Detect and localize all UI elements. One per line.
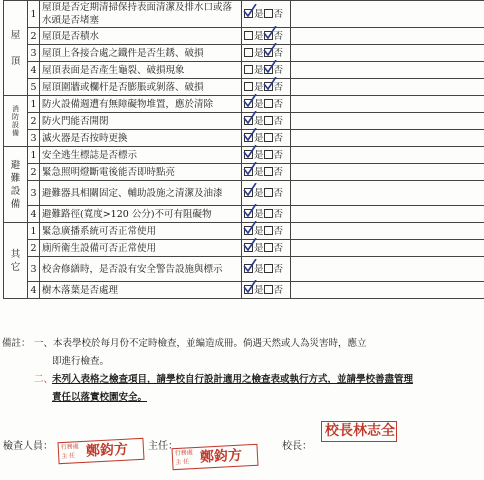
answer-cell	[242, 223, 291, 240]
no-option[interactable]	[264, 115, 284, 128]
item-number: 3	[28, 130, 40, 147]
remarks-cell[interactable]	[291, 257, 484, 282]
item-number: 3	[28, 181, 40, 206]
no-option[interactable]	[264, 64, 284, 77]
checkbox-no[interactable]	[264, 9, 273, 18]
remarks-cell[interactable]	[291, 223, 484, 240]
checkbox-yes[interactable]	[244, 82, 253, 91]
table-row	[4, 223, 484, 240]
checkbox-yes[interactable]	[244, 31, 253, 40]
checkbox-yes[interactable]	[244, 264, 253, 273]
yes-option[interactable]	[244, 225, 264, 238]
remarks-cell[interactable]	[291, 96, 484, 113]
category-cell: 屋 頂	[4, 1, 28, 96]
item-number: 1	[28, 147, 40, 164]
no-label: 否	[273, 98, 284, 110]
no-label: 否	[273, 263, 284, 275]
checkbox-no[interactable]	[264, 65, 273, 74]
table-row	[4, 130, 484, 147]
table-row	[4, 257, 484, 282]
checkbox-no[interactable]	[264, 209, 273, 218]
checkbox-no[interactable]	[264, 31, 273, 40]
checkbox-yes[interactable]	[244, 116, 253, 125]
no-label: 否	[273, 242, 284, 254]
yes-option[interactable]	[244, 284, 264, 297]
checkbox-no[interactable]	[264, 167, 273, 176]
no-label: 否	[273, 187, 284, 199]
answer-cell	[242, 147, 291, 164]
yes-option[interactable]	[244, 98, 264, 111]
note-1-cont: 即進行檢查。	[52, 356, 110, 367]
item-text: 防火設備週遭有無障礙物堆置，應於清除	[40, 96, 242, 113]
checkbox-yes[interactable]	[244, 209, 253, 218]
checkbox-yes[interactable]	[244, 285, 253, 294]
checkbox-no[interactable]	[264, 226, 273, 235]
no-option[interactable]	[264, 149, 284, 162]
answer-cell	[242, 181, 291, 206]
item-text: 屋頂圍牆或欄杆是否膨脹或剝落、破損	[40, 79, 242, 96]
note-2-cont: 責任以落實校園安全。	[52, 392, 148, 403]
note-2: 未列入表格之檢查項目，請學校自行設計適用之檢查表或執行方式，並請學校善盡管理	[52, 374, 414, 385]
no-label: 否	[273, 166, 284, 178]
no-label: 否	[273, 225, 284, 237]
no-option[interactable]	[264, 8, 284, 21]
answer-cell	[242, 240, 291, 257]
remarks-cell[interactable]	[291, 147, 484, 164]
checkbox-no[interactable]	[264, 188, 273, 197]
notes-label: 備註：	[2, 338, 31, 349]
item-text: 屋頂表面是否產生龜裂、破損現象	[40, 62, 242, 79]
no-option[interactable]	[264, 242, 284, 255]
answer-cell	[242, 282, 291, 299]
no-option[interactable]	[264, 132, 284, 145]
answer-cell	[242, 45, 291, 62]
answer-cell	[242, 257, 291, 282]
yes-label: 是	[254, 225, 264, 237]
item-number: 5	[28, 79, 40, 96]
item-text: 校舍修繕時，是否設有安全警告設施與標示	[40, 257, 242, 282]
stamp-small-bottom: 主 任	[61, 452, 76, 461]
table-row	[4, 79, 484, 96]
table-row	[4, 147, 484, 164]
checkbox-yes[interactable]	[244, 99, 253, 108]
no-label: 否	[273, 8, 284, 20]
no-label: 否	[273, 284, 284, 296]
yes-label: 是	[254, 187, 264, 199]
answer-cell	[242, 28, 291, 45]
no-label: 否	[273, 30, 284, 42]
yes-label: 是	[254, 30, 264, 42]
checkbox-yes[interactable]	[244, 150, 253, 159]
item-number: 4	[28, 62, 40, 79]
no-option[interactable]	[264, 47, 284, 60]
remarks-cell[interactable]	[291, 164, 484, 181]
table-row	[4, 96, 484, 113]
no-option[interactable]	[264, 225, 284, 238]
stamp-small-bottom: 主 任	[175, 458, 190, 467]
stamp-name: 鄭鈞方	[199, 447, 243, 466]
checkbox-yes[interactable]	[244, 48, 253, 57]
director-stamp	[171, 444, 258, 470]
director-label: 主任：	[148, 441, 178, 452]
remarks-cell[interactable]	[291, 79, 484, 96]
checkbox-no[interactable]	[264, 285, 273, 294]
yes-label: 是	[254, 149, 264, 161]
yes-label: 是	[254, 166, 264, 178]
remarks-cell[interactable]	[291, 62, 484, 79]
item-text: 樹木落葉是否處理	[40, 282, 242, 299]
answer-cell	[242, 62, 291, 79]
note-2-prefix: 二、	[34, 374, 54, 385]
table-row	[4, 45, 484, 62]
yes-label: 是	[254, 263, 264, 275]
no-option[interactable]	[264, 284, 284, 297]
table-row	[4, 240, 484, 257]
yes-option[interactable]	[244, 8, 264, 21]
no-option[interactable]	[264, 166, 284, 179]
table-row	[4, 164, 484, 181]
yes-label: 是	[254, 132, 264, 144]
table-row	[4, 181, 484, 206]
item-text: 滅火器是否按時更換	[40, 130, 242, 147]
no-option[interactable]	[264, 30, 284, 43]
no-option[interactable]	[264, 187, 284, 200]
yes-label: 是	[254, 242, 264, 254]
checkbox-no[interactable]	[264, 133, 273, 142]
item-text: 安全逃生標誌是否標示	[40, 147, 242, 164]
category-cell: 避 難 設 備	[4, 147, 28, 223]
yes-option[interactable]	[244, 47, 264, 60]
stamp-name: 鄭鈞方	[85, 441, 129, 460]
item-text: 緊急廣播系統可否正常使用	[40, 223, 242, 240]
item-number: 2	[28, 113, 40, 130]
no-label: 否	[273, 132, 284, 144]
table-row	[4, 206, 484, 223]
yes-option[interactable]	[244, 263, 264, 276]
answer-cell	[242, 96, 291, 113]
yes-label: 是	[254, 115, 264, 127]
checkbox-yes[interactable]	[244, 167, 253, 176]
stamp-small-top: 行務處	[60, 443, 79, 452]
yes-option[interactable]	[244, 30, 264, 43]
answer-cell	[242, 164, 291, 181]
yes-label: 是	[254, 98, 264, 110]
category-cell: 其 它	[4, 223, 28, 299]
category-cell: 消 防 設 備	[4, 96, 28, 147]
table-row	[4, 28, 484, 45]
no-label: 否	[273, 64, 284, 76]
yes-option[interactable]	[244, 132, 264, 145]
item-text: 廁所衛生設備可否正常使用	[40, 240, 242, 257]
item-number: 3	[28, 45, 40, 62]
remarks-cell[interactable]	[291, 113, 484, 130]
remarks-cell[interactable]	[291, 206, 484, 223]
checkbox-no[interactable]	[264, 264, 273, 273]
principal-label: 校長：	[282, 441, 312, 452]
yes-option[interactable]	[244, 149, 264, 162]
inspector-label: 檢查人員：	[3, 441, 53, 452]
yes-option[interactable]	[244, 81, 264, 94]
table-row	[4, 113, 484, 130]
item-number: 4	[28, 282, 40, 299]
item-text: 屋頂是否定期清掃保持表面清潔及排水口或落水頭是否堵塞	[40, 1, 242, 28]
checkbox-yes[interactable]	[244, 65, 253, 74]
item-text: 屋頂是否積水	[40, 28, 242, 45]
yes-label: 是	[254, 64, 264, 76]
remarks-cell[interactable]	[291, 1, 484, 28]
no-label: 否	[273, 115, 284, 127]
item-number: 4	[28, 206, 40, 223]
item-number: 1	[28, 1, 40, 28]
table-row	[4, 62, 484, 79]
answer-cell	[242, 206, 291, 223]
answer-cell	[242, 1, 291, 28]
yes-label: 是	[254, 8, 264, 20]
no-label: 否	[273, 149, 284, 161]
checkbox-yes[interactable]	[244, 9, 253, 18]
no-option[interactable]	[264, 208, 284, 221]
item-number: 1	[28, 223, 40, 240]
yes-label: 是	[254, 284, 264, 296]
principal-stamp: 校長林志全	[321, 421, 397, 442]
checkbox-no[interactable]	[264, 48, 273, 57]
yes-label: 是	[254, 208, 264, 220]
checkbox-yes[interactable]	[244, 133, 253, 142]
yes-option[interactable]	[244, 166, 264, 179]
checkbox-no[interactable]	[264, 82, 273, 91]
item-number: 2	[28, 28, 40, 45]
item-number: 1	[28, 96, 40, 113]
inspector-stamp	[57, 438, 144, 464]
answer-cell	[242, 113, 291, 130]
item-text: 緊急照明燈斷電後能否即時點亮	[40, 164, 242, 181]
item-number: 2	[28, 164, 40, 181]
no-label: 否	[273, 81, 284, 93]
table-row	[4, 1, 484, 28]
checkbox-no[interactable]	[264, 243, 273, 252]
item-number: 2	[28, 240, 40, 257]
checkbox-no[interactable]	[264, 150, 273, 159]
yes-label: 是	[254, 47, 264, 59]
answer-cell	[242, 130, 291, 147]
stamp-small-top: 行務處	[174, 449, 193, 458]
yes-option[interactable]	[244, 64, 264, 77]
no-option[interactable]	[264, 263, 284, 276]
remarks-cell[interactable]	[291, 282, 484, 299]
remarks-cell[interactable]	[291, 181, 484, 206]
no-option[interactable]	[264, 98, 284, 111]
yes-label: 是	[254, 81, 264, 93]
item-number: 3	[28, 257, 40, 282]
yes-option[interactable]	[244, 115, 264, 128]
item-text: 防火門能否開閉	[40, 113, 242, 130]
yes-option[interactable]	[244, 242, 264, 255]
checkbox-no[interactable]	[264, 99, 273, 108]
remarks-cell[interactable]	[291, 28, 484, 45]
remarks-cell[interactable]	[291, 130, 484, 147]
table-row	[4, 282, 484, 299]
no-option[interactable]	[264, 81, 284, 94]
yes-option[interactable]	[244, 208, 264, 221]
checkbox-yes[interactable]	[244, 243, 253, 252]
checkbox-no[interactable]	[264, 116, 273, 125]
no-label: 否	[273, 47, 284, 59]
item-text: 避難路徑(寬度>120 公分)不可有阻礙物	[40, 206, 242, 223]
no-label: 否	[273, 208, 284, 220]
answer-cell	[242, 79, 291, 96]
checkbox-yes[interactable]	[244, 188, 253, 197]
checkbox-yes[interactable]	[244, 226, 253, 235]
item-text: 屋頂上各接合處之鐵件是否生銹、破損	[40, 45, 242, 62]
remarks-cell[interactable]	[291, 240, 484, 257]
yes-option[interactable]	[244, 187, 264, 200]
remarks-cell[interactable]	[291, 45, 484, 62]
item-text: 避難器具相關固定、輔助設施之清潔及油漆	[40, 181, 242, 206]
checklist-table	[3, 0, 484, 299]
note-1: 一、本表學校於每月份不定時檢查，並編造成冊。倘遇天然或人為災害時，應立	[34, 338, 367, 349]
